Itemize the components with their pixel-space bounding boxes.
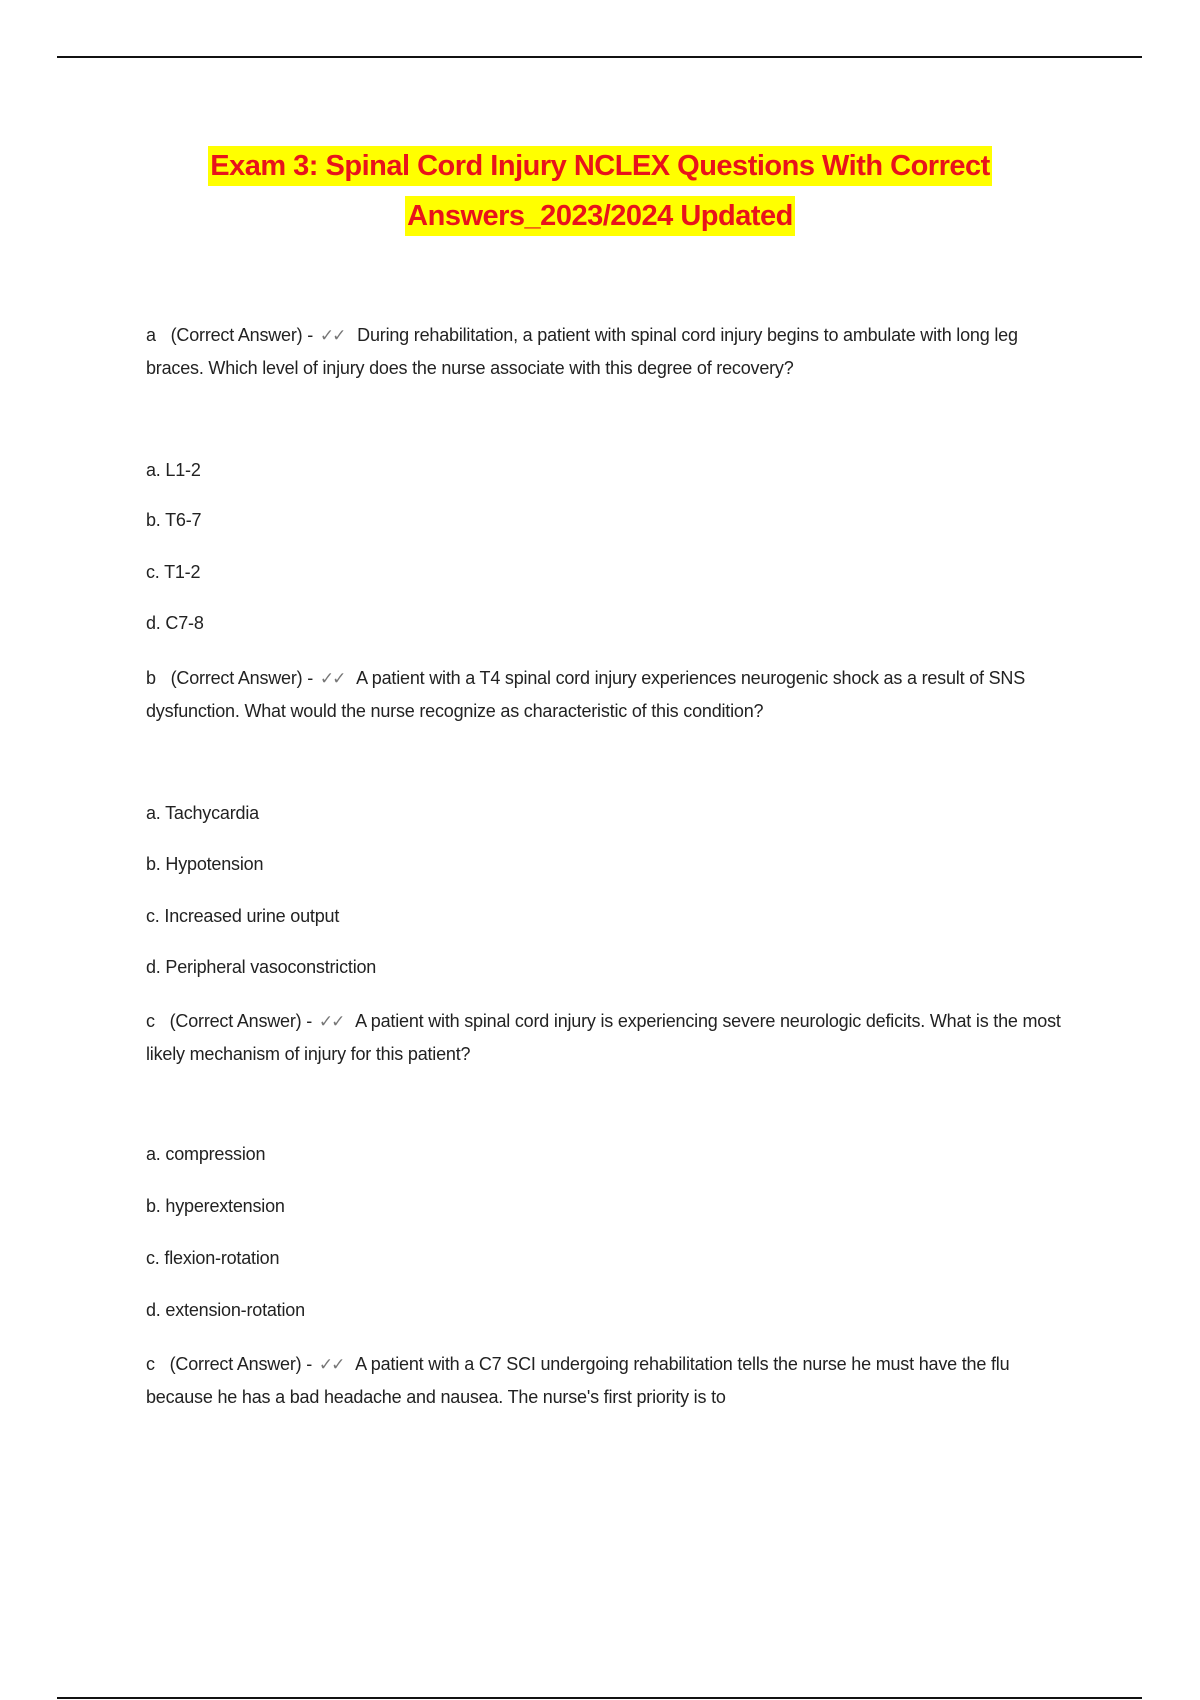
document-title-line-2 bbox=[0, 200, 1200, 233]
option: d. Peripheral vasoconstriction bbox=[146, 957, 377, 977]
option: d. C7-8 bbox=[146, 613, 204, 633]
option: b. Hypotension bbox=[146, 854, 264, 874]
answer-prefix: (Correct Answer) - bbox=[169, 1354, 313, 1374]
double-check-icon: ✓✓ bbox=[318, 1355, 344, 1374]
option: b. hyperextension bbox=[146, 1196, 285, 1216]
answer-prefix: (Correct Answer) - bbox=[170, 668, 314, 688]
option: c. flexion-rotation bbox=[146, 1248, 280, 1268]
option: d. extension-rotation bbox=[146, 1300, 305, 1320]
question-1 bbox=[146, 319, 1076, 384]
double-check-icon: ✓✓ bbox=[319, 669, 345, 688]
document-title-line-1 bbox=[0, 150, 1200, 183]
title-highlight-1: Exam 3: Spinal Cord Injury NCLEX Questions With Correct bbox=[208, 146, 992, 186]
bottom-rule bbox=[57, 1697, 1142, 1699]
question-text: A patient with spinal cord injury is experiencing severe neurologic deficits. What is the most likely mechanism of injury for this patient? bbox=[146, 1011, 1061, 1064]
option: c. Increased urine output bbox=[146, 906, 340, 926]
answer-prefix: (Correct Answer) - bbox=[170, 325, 314, 345]
option: a. Tachycardia bbox=[146, 803, 259, 823]
question-4 bbox=[146, 1348, 1076, 1413]
option: c. T1-2 bbox=[146, 562, 201, 582]
double-check-icon: ✓✓ bbox=[319, 326, 345, 345]
question-text: A patient with a T4 spinal cord injury experiences neurogenic shock as a result of SNS dysfunction. What would the nurse recognize as characteristic of this condition? bbox=[146, 668, 1026, 721]
answer-letter: c bbox=[146, 1354, 155, 1374]
answer-letter: c bbox=[146, 1011, 155, 1031]
question-2 bbox=[146, 662, 1076, 727]
option: a. compression bbox=[146, 1144, 266, 1164]
answer-prefix: (Correct Answer) - bbox=[169, 1011, 313, 1031]
top-rule bbox=[57, 56, 1142, 58]
answer-letter: a bbox=[146, 325, 156, 345]
double-check-icon: ✓✓ bbox=[318, 1012, 344, 1031]
option: a. L1-2 bbox=[146, 460, 201, 480]
question-3 bbox=[146, 1005, 1076, 1070]
question-text: During rehabilitation, a patient with spinal cord injury begins to ambulate with long leg braces. Which level of injury does the nurse associate with this degree of recovery? bbox=[146, 325, 1018, 378]
option: b. T6-7 bbox=[146, 510, 202, 530]
title-highlight-2: Answers_2023/2024 Updated bbox=[405, 196, 795, 236]
question-text: A patient with a C7 SCI undergoing rehabilitation tells the nurse he must have the flu because he has a bad headache and nausea. The nurse's first priority is to bbox=[146, 1354, 1010, 1407]
answer-letter: b bbox=[146, 668, 156, 688]
